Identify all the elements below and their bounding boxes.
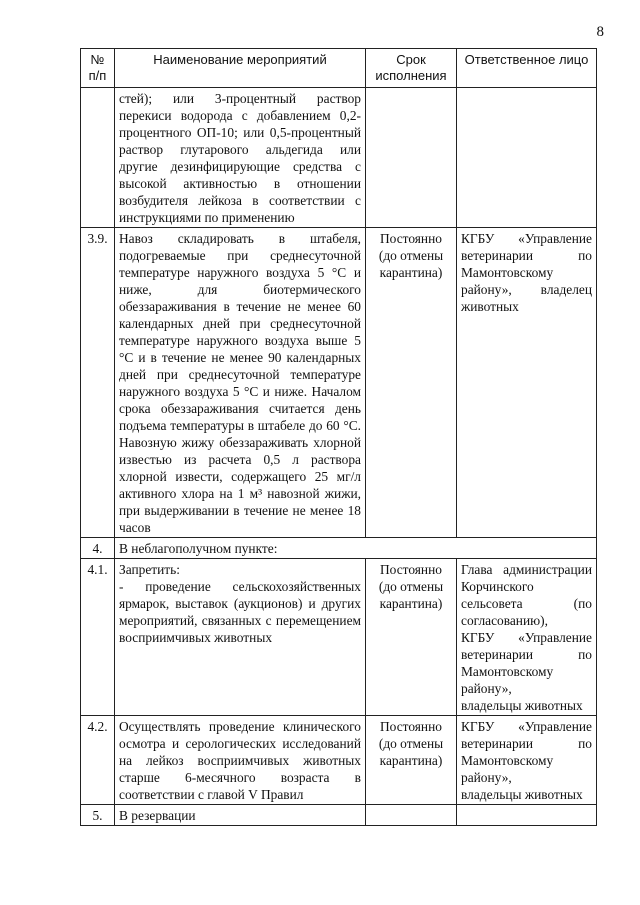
measure-item: - проведение сельскохозяйственных ярмарок, выставок (аукционов) и других мероприятий, связанных с перемещением восприимчивых животных — [119, 579, 361, 645]
header-num: № п/п — [81, 49, 115, 88]
term-text: Постоянно (до отмены карантина) — [366, 228, 457, 538]
section-row — [81, 538, 597, 559]
responsible-line: владельцы животных — [461, 698, 583, 713]
page-number: 8 — [596, 24, 604, 40]
row-number: 4.2. — [81, 716, 115, 805]
table-row — [81, 716, 597, 805]
section-row — [81, 805, 597, 826]
measure-text: Осуществлять проведение клинического осмотра и серологических исследований на лейкоз восприимчивых животных старше 6-месячного возраста в соответствии с главой V Правил — [115, 716, 366, 805]
responsible-text — [457, 805, 597, 826]
table-row — [81, 228, 597, 538]
table-row — [81, 559, 597, 716]
section-number: 4. — [81, 538, 115, 559]
row-number: 3.9. — [81, 228, 115, 538]
section-title: В неблагополучном пункте: — [115, 538, 597, 559]
responsible-line: КГБУ «Управление ветеринарии по Мамонтовскому району», — [461, 630, 592, 696]
responsible-text — [457, 716, 597, 805]
section-number: 5. — [81, 805, 115, 826]
row-number — [81, 88, 115, 228]
responsible-text — [457, 88, 597, 228]
responsible-text: КГБУ «Управление ветеринарии по Мамонтовскому району», владелец животных — [457, 228, 597, 538]
measure-text: Навоз складировать в штабеля, подогреваемые при среднесуточной температуре наружного воздуха 5 °С и ниже, для биотермического обеззараживания в течение не менее 60 календарных дней при среднесуточной температуре наружного воздуха выше 5 °С и в течение не менее 90 календарных дней при среднесуточной температуре наружного воздуха 5 °С и ниже. Началом срока обеззараживания считается день подъема температуры в штабеле до 60 °С. Навозную жижу обеззараживать хлорной известью из расчета 0,5 л раствора хлорной извести, содержащего 25 мг/л активного хлора на 1 м³ навозной жижи, при выдерживании в течение не менее 18 часов — [115, 228, 366, 538]
term-text: Постоянно (до отмены карантина) — [366, 559, 457, 716]
responsible-line: КГБУ «Управление ветеринарии по Мамонтовскому району», — [461, 719, 592, 785]
term-text — [366, 805, 457, 826]
measures-table — [80, 48, 597, 826]
header-name: Наименование мероприятий — [115, 49, 366, 88]
measure-text: стей); или 3-процентный раствор перекиси водорода с добавлением 0,2-процентного ОП-10; или 0,5-процентный раствор глутарового альдегида или другие дезинфицирующие средства с высокой активностью в отношении возбудителя лейкоза в соответствии с инструкциями по применению — [115, 88, 366, 228]
responsible-line: Глава администрации Корчинского сельсовета (по согласованию), — [461, 562, 592, 628]
table-header-row — [81, 49, 597, 88]
row-number: 4.1. — [81, 559, 115, 716]
measure-title: Запретить: — [119, 562, 180, 577]
section-title: В резервации — [115, 805, 366, 826]
term-text — [366, 88, 457, 228]
responsible-text — [457, 559, 597, 716]
header-term: Срок исполнения — [366, 49, 457, 88]
table-row — [81, 88, 597, 228]
measure-text — [115, 559, 366, 716]
term-text: Постоянно (до отмены карантина) — [366, 716, 457, 805]
responsible-line: владельцы животных — [461, 787, 583, 802]
header-responsible: Ответственное лицо — [457, 49, 597, 88]
